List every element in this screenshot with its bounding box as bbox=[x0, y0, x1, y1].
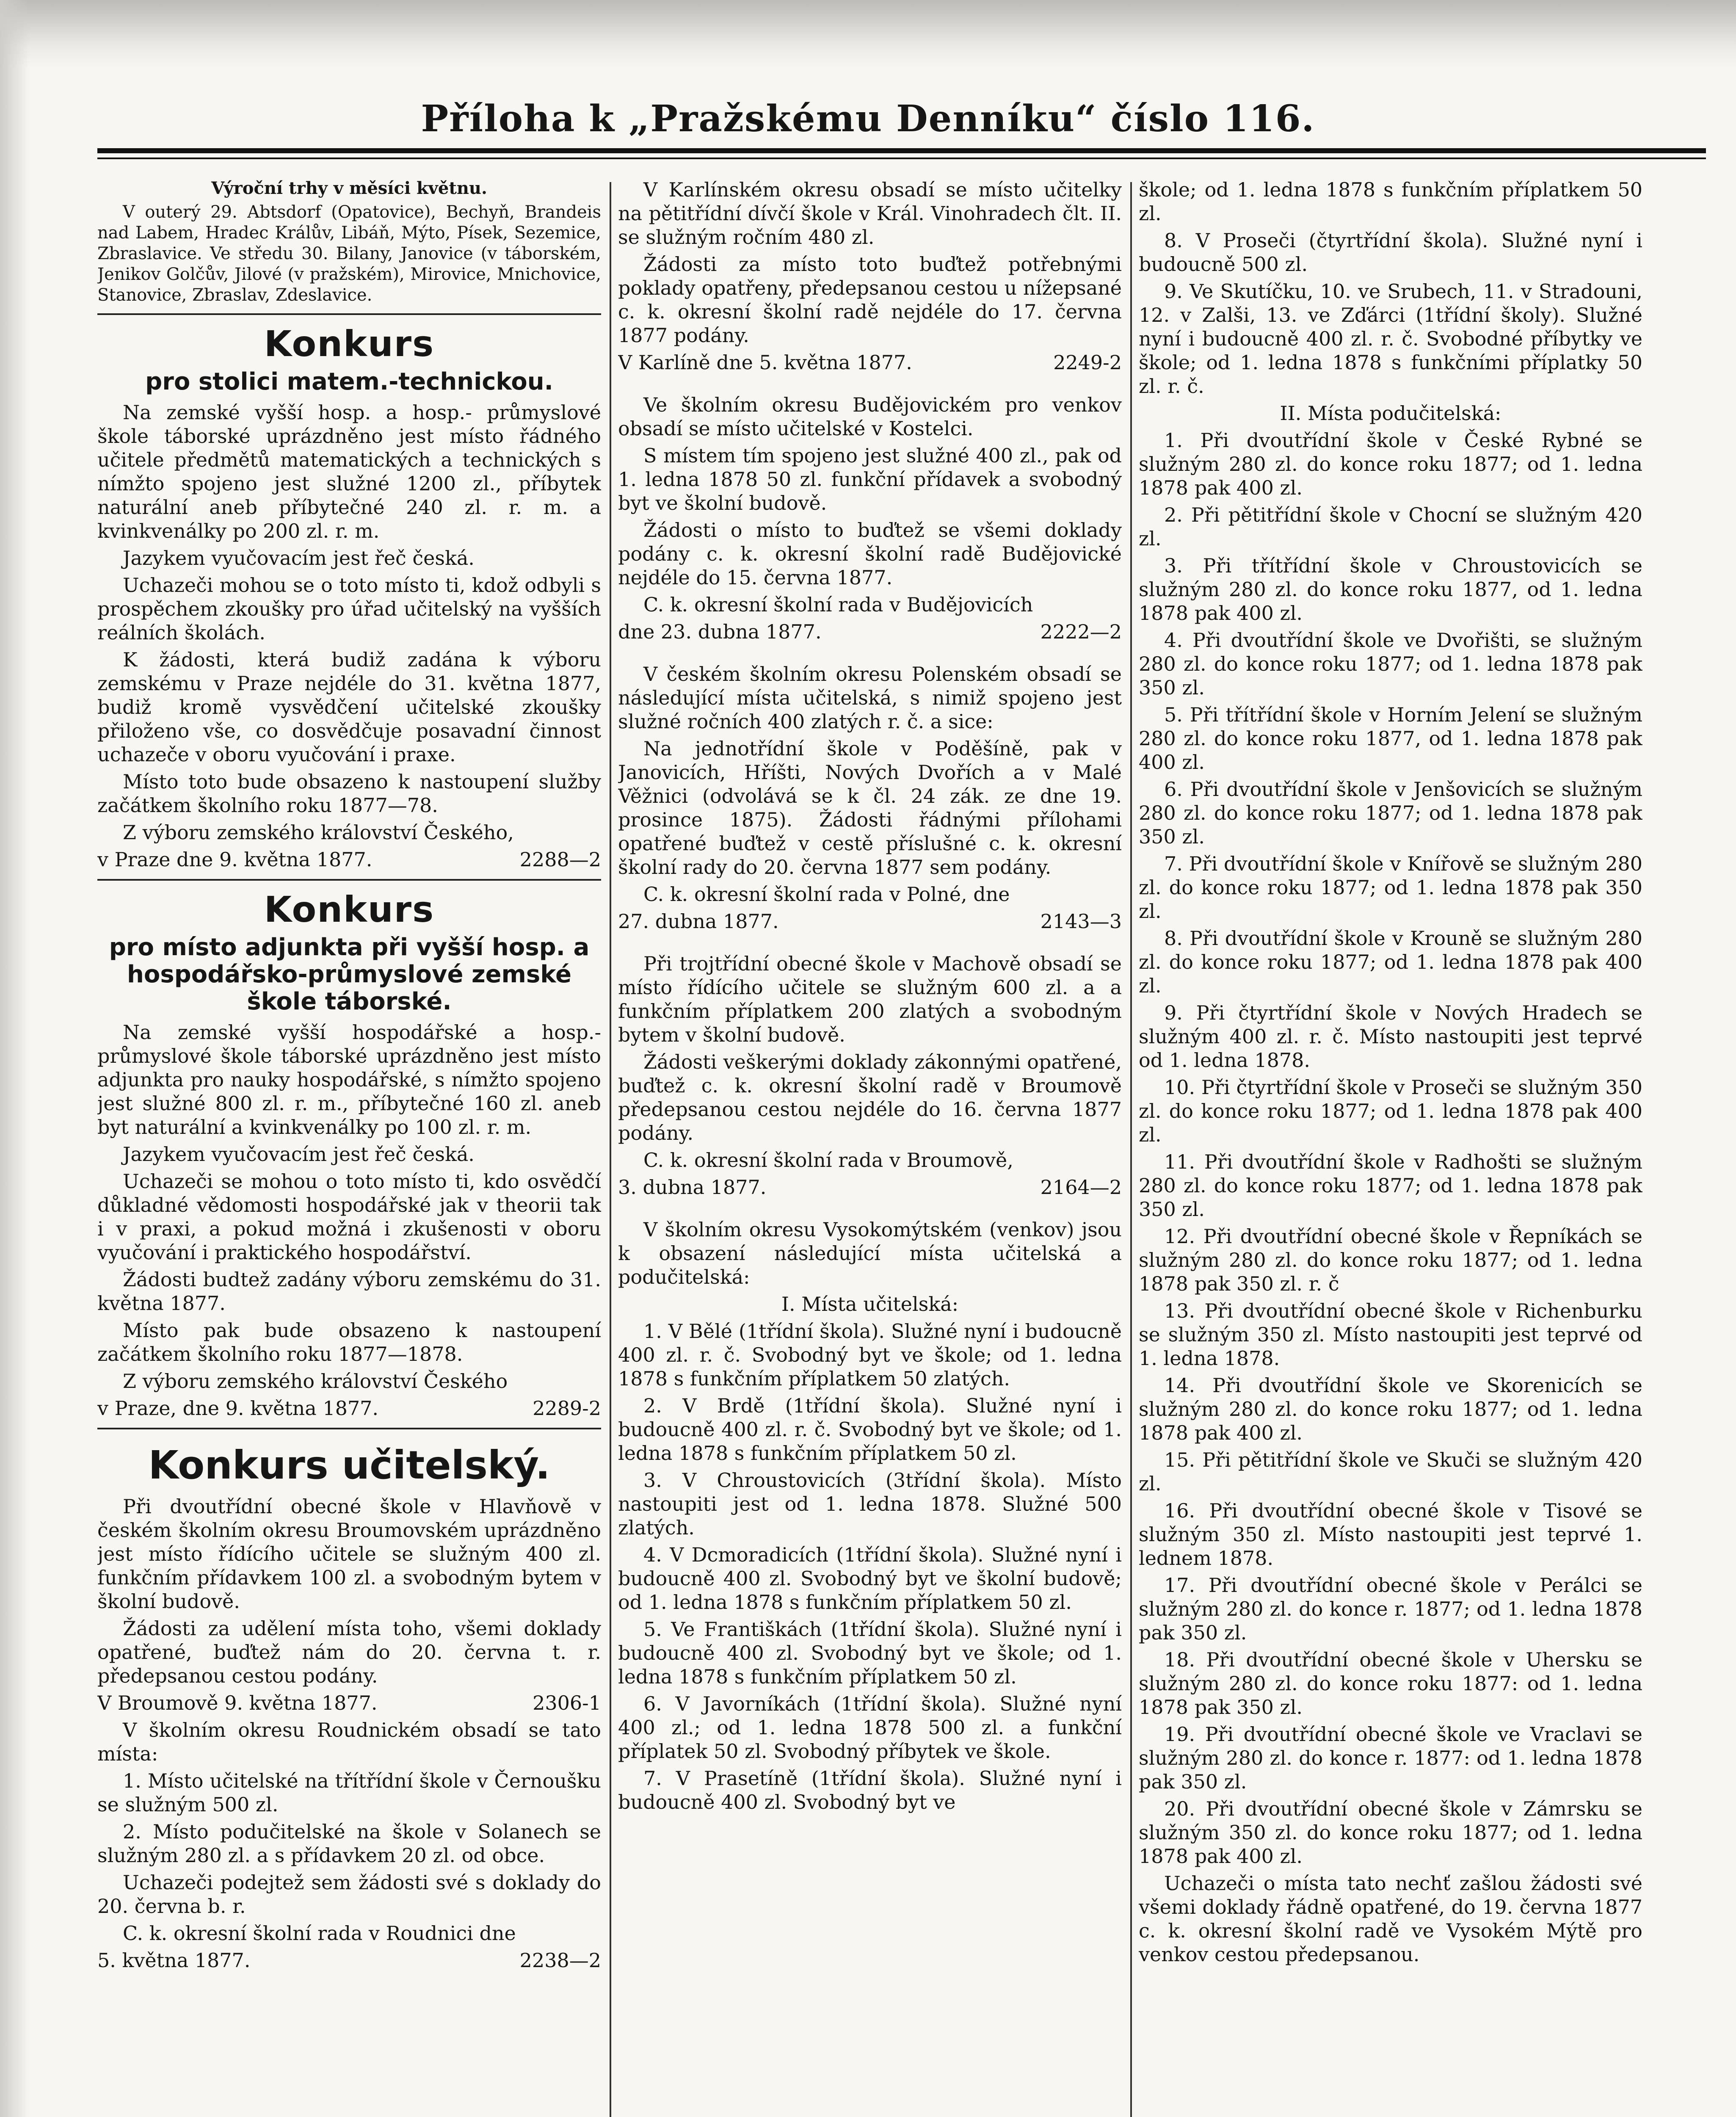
konkurs-2-paragraph: Uchazeči se mohou o toto místo ti, kdo osvědčí důkladné vědomosti hospodářské jak v theorii tak i v praxi, a pokud možná i zkušenosti v oboru vyučování i praktického hospodářství. bbox=[97, 1170, 601, 1264]
notice-machov-paragraph: Žádosti veškerými doklady zákonnými opatřené, buďtež c. k. okresní školní radě v Broumově předepsanou cestou nejdéle do 16. června 1877 podány. bbox=[618, 1050, 1122, 1144]
notice-karlin-paragraph: Žádosti za místo toto buďtež potřebnými poklady opatřeny, předepsanou cestou u nížepsané c. k. okresní školní radě nejdéle do 17. června 1877 podány. bbox=[618, 253, 1122, 347]
list-item: 17. Při dvoutřídní obecné škole v Perálci se služným 280 zl. do konce r. 1877; od 1. ledna 1878 pak 350 zl. bbox=[1139, 1574, 1642, 1644]
notice-karlin-place: V Karlíně dne 5. května 1877. bbox=[618, 351, 912, 374]
list-item: 9. Při čtyrtřídní škole v Nových Hradech se služným 400 zl. r. č. Místo nastoupiti jest teprvé od 1. ledna 1878. bbox=[1139, 1001, 1642, 1072]
konkurs-1-paragraph: Jazykem vyučovacím jest řeč česká. bbox=[123, 547, 475, 569]
list-item: 19. Při dvoutřídní obecné škole ve Vraclavi se služným 280 zl. do konce r. 1877: od 1. ledna 1878 pak 350 zl. bbox=[1139, 1723, 1642, 1793]
konkurs-1-ref: 2288—2 bbox=[519, 848, 601, 871]
notice-budejovice-paragraph: C. k. okresní školní rada v Budějovicích bbox=[643, 593, 1033, 616]
notice-polna-paragraph: C. k. okresní školní rada v Polné, dne bbox=[643, 883, 1010, 906]
list-item: 3. V Chroustovicích (3třídní škola). Místo nastoupiti jest od 1. ledna 1878. Služné 500 zlatých. bbox=[618, 1469, 1122, 1539]
notice-karlin-paragraph: V Karlínském okresu obsadí se místo učitelky na pětitřídní dívčí škole v Král. Vinohradech člt. II. se služným ročním 480 zl. bbox=[618, 178, 1122, 249]
konkurs-4-paragraph: C. k. okresní školní rada v Roudnici dne bbox=[123, 1922, 516, 1945]
notice-vysoke-myto-intro: V školním okresu Vysokomýtském (venkov) jsou k obsazení následující místa učitelská a podučitelská: bbox=[618, 1218, 1122, 1288]
fairs-section bbox=[97, 178, 601, 306]
list-item: 12. Při dvoutřídní obecné škole v Řepníkách se služným 280 zl. do konce roku 1877; od 1. ledna 1878 pak 350 zl. r. č bbox=[1139, 1225, 1642, 1295]
notice-budejovice-paragraph: S místem tím spojeno jest služné 400 zl., pak od 1. ledna 1878 50 zl. funkční přídavek a svobodný byt ve školní budově. bbox=[618, 444, 1122, 514]
column-2 bbox=[618, 178, 1122, 2117]
konkurs-subheading-2: pro místo adjunkta při vyšší hosp. a hospodářsko-průmyslové zemské škole táborské. bbox=[109, 934, 590, 1015]
konkurs-1-paragraph: Místo toto bude obsazeno k nastoupení služby začátkem školního roku 1877—78. bbox=[97, 770, 601, 817]
list-item: 10. Při čtyrtřídní škole v Proseči se služným 350 zl. do konce roku 1877; od 1. ledna 1878 pak 400 zl. bbox=[1139, 1076, 1642, 1146]
konkurs-4-paragraph: Uchazeči podejtež sem žádosti své s doklady do 20. června b. r. bbox=[97, 1871, 601, 1918]
list-item: 15. Při pětitřídní škole ve Skuči se služným 420 zl. bbox=[1139, 1448, 1642, 1495]
konkurs-3-place: V Broumově 9. května 1877. bbox=[97, 1691, 378, 1714]
notice-machov-paragraph: C. k. okresní školní rada v Broumově, bbox=[643, 1149, 1013, 1172]
konkurs-ucitelsky-heading: Konkurs učitelský. bbox=[148, 1443, 550, 1488]
notice-polna-ref: 2143—3 bbox=[1040, 910, 1122, 933]
konkurs-heading-2: Konkurs bbox=[264, 889, 435, 930]
list-item: 16. Při dvoutřídní obecné škole v Tisové se služným 350 zl. Místo nastoupiti jest teprvé 1. lednem 1878. bbox=[1139, 1499, 1642, 1570]
notice-budejovice-paragraph: Žádosti o místo to buďtež se všemi doklady podány c. k. okresní školní radě Budějovické nejdéle do 15. června 1877. bbox=[618, 519, 1122, 589]
konkurs-2-place: v Praze, dne 9. května 1877. bbox=[97, 1397, 379, 1420]
konkurs-3-signoff bbox=[97, 1691, 601, 1715]
notice-karlin-signoff bbox=[618, 351, 1122, 374]
konkurs-4-paragraph: 1. Místo učitelské na třítřídní škole v Černoušku se služným 500 zl. bbox=[97, 1769, 601, 1816]
konkurs-1-paragraph: K žádosti, která budiž zadána k výboru zemskému v Praze nejdéle do 31. května 1877, budiž kromě vysvědčení učitelské zkoušky přiloženo vše, co dosvědčuje posavadní činnost uchazeče v oboru vyučování i praxe. bbox=[97, 648, 601, 766]
list-item: 13. Při dvoutřídní obecné škole v Richenburku se služným 350 zl. Místo nastoupiti jest teprvé od 1. ledna 1878. bbox=[1139, 1299, 1642, 1370]
konkurs-4-place: 5. května 1877. bbox=[97, 1949, 251, 1972]
konkurs-2-paragraph: Místo pak bude obsazeno k nastoupení začátkem školního roku 1877—1878. bbox=[97, 1319, 601, 1365]
notice-polna-paragraph: Na jednotřídní škole v Poděšíně, pak v Janovicích, Hříšti, Nových Dvořích a v Malé Věžnici (odvolává se k čl. 24 zák. ze dne 19. prosince 1875). Žádosti řádnými přílohami opatřené buďtež v cestě příslušné c. k. okresní školní rady do 20. června 1877 sem podány. bbox=[618, 737, 1122, 879]
konkurs-4-signoff bbox=[97, 1948, 601, 1972]
konkurs-1-paragraph: Na zemské vyšší hosp. a hosp.- průmyslové škole táborské uprázdněno jest místo řádného učitele předmětů matematických a technických s nímžto spojeno jest služné 1200 zl., příbytek naturální aneb příbytečné 240 zl. r. m. a kvinkvenálky po 200 zl. r. m. bbox=[97, 401, 601, 542]
header-rule-thin bbox=[97, 158, 1706, 159]
konkurs-2-paragraph: Jazykem vyučovacím jest řeč česká. bbox=[123, 1143, 475, 1166]
konkurs-1-place: v Praze dne 9. května 1877. bbox=[97, 848, 373, 871]
column-separator bbox=[610, 182, 611, 2117]
fairs-list: V outerý 29. Abtsdorf (Opatovice), Bechyň, Brandeis nad Labem, Hradec Králův, Libáň, Mýto, Písek, Sezemice, Zbraslavice. Ve středu 30. Bilany, Janovice (v táborském, Jenikov Golčův, Jilové (v pražském), Mirovice, Mnichovice, Stanovice, Zbraslav, Zdeslavice. bbox=[97, 202, 601, 305]
list-item: 3. Při třítřídní škole v Chroustovicích se služným 280 zl. do konce roku 1877, od 1. ledna 1878 pak 400 zl. bbox=[1139, 554, 1642, 625]
closing-paragraph: Uchazeči o místa tato nechť zašlou žádosti své všemi doklady řádně opatřené, do 19. června 1877 c. k. okresní školní radě ve Vysokém Mýtě pro venkov cestou předepsanou. bbox=[1139, 1872, 1642, 1966]
konkurs-1-paragraph: Uchazeči mohou se o toto místo ti, kdož odbyli s prospěchem zkoušky pro úřad učitelský na vyšších reálních školách. bbox=[97, 574, 601, 644]
notice-machov-ref: 2164—2 bbox=[1040, 1176, 1122, 1199]
konkurs-2-paragraph: Žádosti budtež zadány výboru zemskému do 31. května 1877. bbox=[97, 1268, 601, 1315]
konkurs-3-ref: 2306-1 bbox=[533, 1691, 601, 1714]
column-1 bbox=[97, 178, 601, 2117]
konkurs-2-paragraph: Z výboru zemského království Českého bbox=[123, 1370, 508, 1393]
konkurs-4-ref: 2238—2 bbox=[519, 1949, 601, 1972]
konkurs-1-paragraph: Z výboru zemského království Českého, bbox=[123, 821, 514, 844]
list-item: 8. Při dvoutřídní škole v Krouně se služným 280 zl. do konce roku 1877; od 1. ledna 1878 pak 400 zl. bbox=[1139, 927, 1642, 997]
list-item: 1. Při dvoutřídní škole v České Rybné se služným 280 zl. do konce roku 1877; od 1. ledna 1878 pak 400 zl. bbox=[1139, 429, 1642, 499]
column-3 bbox=[1139, 178, 1642, 2117]
section-divider bbox=[97, 879, 601, 881]
section-divider bbox=[97, 313, 601, 315]
notice-budejovice-ref: 2222—2 bbox=[1040, 620, 1122, 643]
konkurs-2-ref: 2289-2 bbox=[533, 1397, 601, 1420]
list-item: 6. V Javorníkách (1třídní škola). Služné nyní 400 zl.; od 1. ledna 1878 500 zl. a funkční příplatek 50 zl. Svobodný příbytek ve škole. bbox=[618, 1692, 1122, 1763]
notice-budejovice-paragraph: Ve školním okresu Budějovickém pro venkov obsadí se místo učitelské v Kostelci. bbox=[618, 393, 1122, 440]
list-item: 4. Při dvoutřídní škole ve Dvořišti, se služným 280 zl. do konce roku 1877; od 1. ledna 1878 pak 350 zl. bbox=[1139, 629, 1642, 699]
notice-budejovice-place: dne 23. dubna 1877. bbox=[618, 620, 822, 643]
list-item: 9. Ve Skutíčku, 10. ve Srubech, 11. v Stradouni, 12. v Zalši, 13. ve Zďárci (1třídní školy). Služné nyní i budoucně 400 zl. r. č. Svobodné příbytky ve škole; od 1. ledna 1878 s funkčními příplatky 50 zl. r. č. bbox=[1139, 280, 1642, 398]
list-item: 11. Při dvoutřídní škole v Radhošti se služným 280 zl. do konce roku 1877; od 1. ledna 1878 pak 350 zl. bbox=[1139, 1150, 1642, 1221]
scan-left-shade bbox=[0, 0, 30, 2117]
konkurs-4-paragraph: V školním okresu Roudnickém obsadí se tato místa: bbox=[97, 1719, 601, 1765]
list-item: 20. Při dvoutřídní obecné škole v Zámrsku se služným 350 zl. do konce roku 1877; od 1. ledna 1878 pak 400 zl. bbox=[1139, 1797, 1642, 1868]
konkurs-2-paragraph: Na zemské vyšší hospodářské a hosp.-průmyslové škole táborské uprázdněno jest místo adjunkta pro nauky hospodářské, s nímžto spojeno jest služné 800 zl. r. m., příbytečné 160 zl. aneb byt naturální a kvinkvenálky po 100 zl. r. m. bbox=[97, 1021, 601, 1139]
konkurs-3-paragraph: Žádosti za udělení místa toho, všemi doklady opatřené, buďtež nám do 20. června t. r. předepsanou cestou podány. bbox=[97, 1617, 601, 1687]
column-separator bbox=[1130, 182, 1132, 2117]
list-item: 5. Ve Františkách (1třídní škola). Služné nyní i budoucně 400 zl. Svobodný byt ve škole; od 1. ledna 1878 s funkčním příplatkem 50 zl. bbox=[618, 1618, 1122, 1688]
konkurs-1-signoff bbox=[97, 848, 601, 871]
konkurs-4-paragraph: 2. Místo podučitelské na škole v Solanech se služným 280 zl. a s přídavkem 20 zl. od obce. bbox=[97, 1820, 601, 1867]
list-item: 4. V Dcmoradicích (1třídní škola). Služné nyní i budoucně 400 zl. Svobodný byt ve školní budově; od 1. ledna 1878 s funkčním příplatkem 50 zl. bbox=[618, 1543, 1122, 1614]
list-item: 2. Při pětitřídní škole v Chocní se služným 420 zl. bbox=[1139, 503, 1642, 550]
notice-polna-place: 27. dubna 1877. bbox=[618, 910, 779, 933]
section-divider bbox=[97, 1428, 601, 1429]
scan-top-edge bbox=[0, 0, 1736, 68]
list-item: 5. Při třítřídní škole v Horním Jelení se služným 280 zl. do konce roku 1877, od 1. ledna 1878 pak 400 zl. bbox=[1139, 703, 1642, 774]
konkurs-3-paragraph: Při dvoutřídní obecné škole v Hlavňově v českém školním okresu Broumovském uprázdněno jest místo řídícího učitele se služným 400 zl. funkčním přídavkem 100 zl. a svobodným bytem v školní budově. bbox=[97, 1495, 601, 1613]
section-heading-assistants: II. Místa podučitelská: bbox=[1280, 402, 1501, 425]
list-item: 1. V Bělé (1třídní škola). Služné nyní i budoucně 400 zl. r. č. Svobodný byt ve škole; od 1. ledna 1878 s funkčním příplatkem 50 zlatých. bbox=[618, 1320, 1122, 1390]
list-item: 7. V Prasetíně (1třídní škola). Služné nyní i budoucně 400 zl. Svobodný byt ve bbox=[618, 1767, 1122, 1813]
page-title: Příloha k „Pražskému Denníku“ číslo 116. bbox=[421, 97, 1315, 140]
list-item: 14. Při dvoutřídní škole ve Skorenicích se služným 280 zl. do konce roku 1877; od 1. ledna 1878 pak 400 zl. bbox=[1139, 1374, 1642, 1444]
notice-budejovice-signoff bbox=[618, 620, 1122, 644]
fairs-heading: Výroční trhy v měsíci květnu. bbox=[211, 178, 487, 198]
notice-machov-signoff bbox=[618, 1175, 1122, 1199]
list-item: 7. Při dvoutřídní škole v Knířově se služným 280 zl. do konce roku 1877; od 1. ledna 1878 pak 350 zl. bbox=[1139, 852, 1642, 923]
notice-machov-paragraph: Při trojtřídní obecné škole v Machově obsadí se místo řídícího učitele se služným 600 zl. a a funkčním příplatkem 200 zlatých a svobodným bytem v školní budově. bbox=[618, 952, 1122, 1046]
list-item: 6. Při dvoutřídní škole v Jenšovicích se služným 280 zl. do konce roku 1877; od 1. ledna 1878 pak 350 zl. bbox=[1139, 778, 1642, 848]
konkurs-subheading-1: pro stolici matem.-technickou. bbox=[145, 368, 553, 395]
konkurs-2-signoff bbox=[97, 1396, 601, 1420]
notice-karlin-ref: 2249-2 bbox=[1053, 351, 1122, 374]
notice-polna-paragraph: V českém školním okresu Polenském obsadí se následující místa učitelská, s nimiž spojeno jest služné ročních 400 zlatých r. č. a sice: bbox=[618, 663, 1122, 733]
header-rule-thick bbox=[97, 148, 1706, 153]
continuation-paragraph: škole; od 1. ledna 1878 s funkčním příplatkem 50 zl. bbox=[1139, 178, 1642, 225]
list-item: 18. Při dvoutřídní obecné škole v Uhersku se služným 280 zl. do konce roku 1877: od 1. ledna 1878 pak 350 zl. bbox=[1139, 1648, 1642, 1719]
list-item: 8. V Proseči (čtyrtřídní škola). Služné nyní i budoucně 500 zl. bbox=[1139, 229, 1642, 276]
list-item: 2. V Brdě (1třídní škola). Služné nyní i budoucně 400 zl. r. č. Svobodný byt ve škole; od 1. ledna 1878 s funkčním příplatkem 50 zl. bbox=[618, 1394, 1122, 1465]
notice-machov-place: 3. dubna 1877. bbox=[618, 1176, 767, 1199]
section-heading-teachers: I. Místa učitelská: bbox=[781, 1293, 959, 1316]
notice-polna-signoff bbox=[618, 909, 1122, 933]
konkurs-heading-1: Konkurs bbox=[264, 323, 435, 365]
